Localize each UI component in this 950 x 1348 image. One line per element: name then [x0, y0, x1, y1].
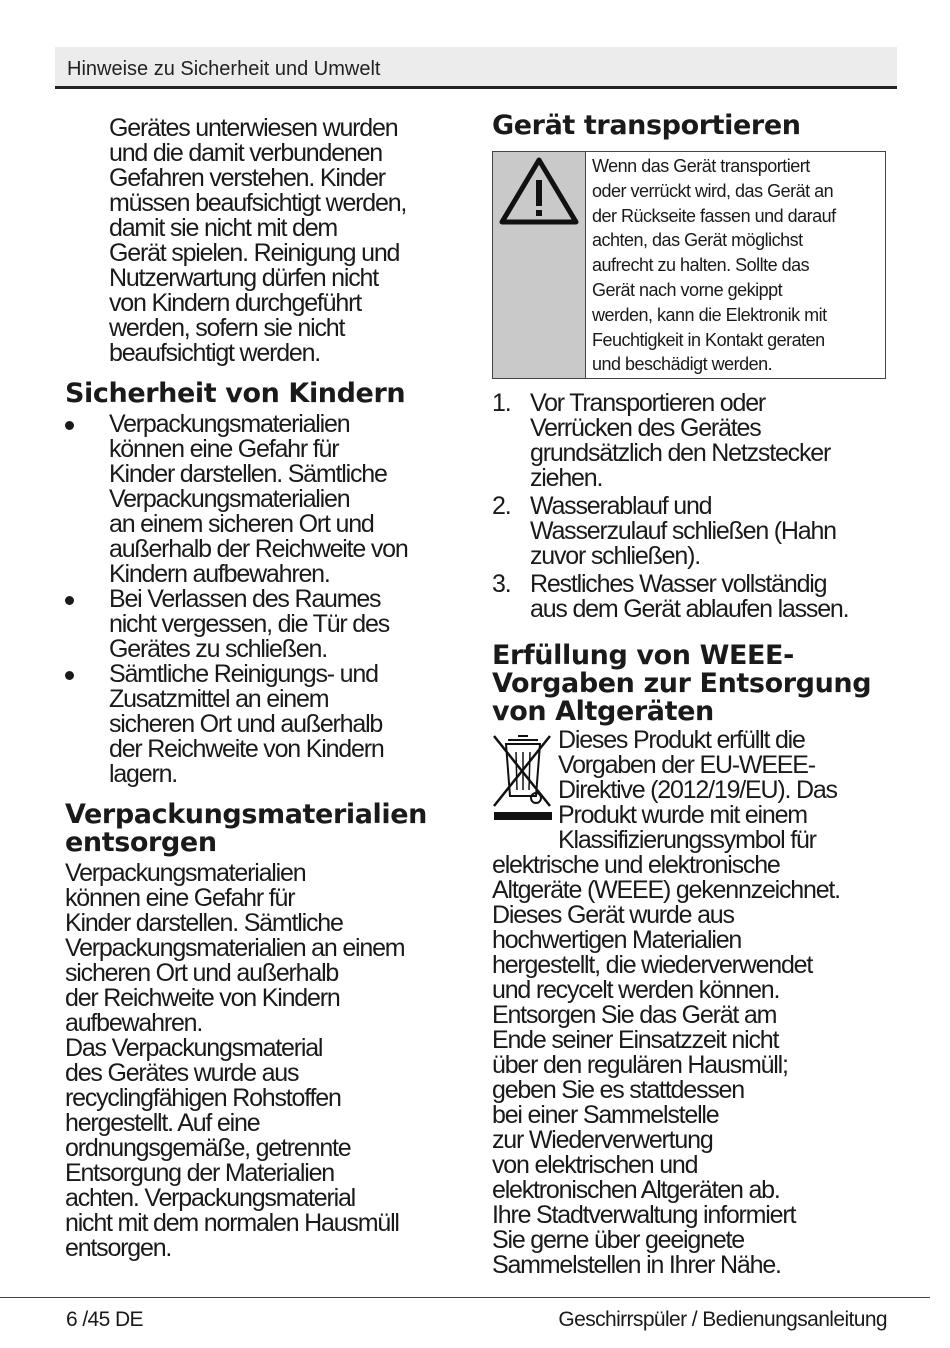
bullet-icon	[65, 421, 74, 430]
step-text: Wasserablauf und Wasserzulauf schließen (Hahn zuvor schließen).	[530, 492, 836, 570]
step-number: 2.	[492, 492, 511, 520]
kids-safety-heading: Sicherheit von Kindern	[65, 378, 406, 409]
step-number: 1.	[492, 389, 511, 417]
list-item	[492, 494, 892, 569]
weee-text-indented: Dieses Produkt erfüllt die Vorgaben der EU-WEEE- Direktive (2012/19/EU). Das Produkt wurde mit einem Klassifizierungssymbol für	[558, 726, 837, 854]
warning-triangle-icon	[498, 156, 580, 228]
packaging-heading: Verpackungsmaterialien entsorgen	[65, 799, 428, 858]
transport-steps	[492, 391, 892, 622]
intro-paragraph: Gerätes unterwiesen wurden und die damit verbundenen Gefahren verstehen. Kinder müssen beaufsichtigt werden, damit sie nicht mit dem Gerät spielen. Reinigung und Nutzerwartung dürfen nicht von Kindern durchgeführt werden, sofern sie nicht beaufsichtigt werden.	[109, 114, 407, 367]
list-item	[492, 391, 892, 491]
header-bar	[55, 47, 897, 89]
bullet-icon	[65, 671, 74, 680]
footer-divider	[0, 1297, 930, 1298]
step-text: Vor Transportieren oder Verrücken des Gerätes grundsätzlich den Netzstecker ziehen.	[530, 389, 831, 492]
right-column	[492, 112, 892, 1278]
list-item: Bei Verlassen des Raumes nicht vergessen, die Tür des Gerätes zu schließen.	[65, 587, 465, 662]
list-item: Sämtliche Reinigungs- und Zusatzmittel an einem sicheren Ort und außerhalb der Reichweite von Kindern lagern.	[65, 662, 465, 787]
list-item	[492, 572, 892, 622]
weee-text: elektrische und elektronische Altgeräte (WEEE) gekennzeichnet. Dieses Gerät wurde aus hochwertigen Materialien hergestellt, die wiederverwendet und recycelt werden können. Entsorgen Sie das Gerät am Ende seiner Einsatzzeit nicht über den regulären Hausmüll; geben Sie es stattdessen bei einer Sammelstelle zur Wiederverwertung von elektrischen und elektronischen Altgeräten ab. Ihre Stadtverwaltung informiert Sie gerne über geeignete Sammelstellen in Ihrer Nähe.	[492, 851, 840, 1279]
left-column	[65, 112, 465, 1261]
step-number: 3.	[492, 570, 511, 598]
list-item: Verpackungsmaterialien können eine Gefahr für Kinder darstellen. Sämtliche Verpackungsmaterialien an einem sicheren Ort und außerhalb der Reichweite von Kindern aufbewahren.	[65, 412, 465, 587]
warning-icon-cell	[493, 152, 586, 378]
section-header-title: Hinweise zu Sicherheit und Umwelt	[67, 58, 381, 80]
weee-section	[492, 728, 892, 1278]
kids-safety-list	[65, 412, 465, 787]
step-text: Restliches Wasser vollständig aus dem Gerät ablaufen lassen.	[530, 570, 849, 623]
warning-text: Wenn das Gerät transportiert oder verrückt wird, das Gerät an der Rückseite fassen und darauf achten, das Gerät möglichst aufrecht zu halten. Sollte das Gerät nach vorne gekippt werden, kann die Elektronik mit Feuchtigkeit in Kontakt geraten und beschädigt werden.	[592, 156, 836, 375]
warning-box	[492, 151, 886, 379]
crossed-bin-icon	[492, 732, 554, 822]
weee-heading: Erfüllung von WEEE- Vorgaben zur Entsorgung von Altgeräten	[492, 640, 872, 727]
document-title: Geschirrspüler / Bedienungsanleitung	[558, 1308, 887, 1331]
page-number: 6 /45 DE	[66, 1308, 143, 1331]
packaging-paragraph: Verpackungsmaterialien können eine Gefahr für Kinder darstellen. Sämtliche Verpackungsmaterialien an einem sicheren Ort und außerhalb der Reichweite von Kindern aufbewahren. Das Verpackungsmaterial des Gerätes wurde aus recyclingfähigen Rohstoffen hergestellt. Auf eine ordnungsgemäße, getrennte Entsorgung der Materialien achten. Verpackungsmaterial nicht mit dem normalen Hausmüll entsorgen.	[65, 859, 405, 1262]
transport-heading: Gerät transportieren	[492, 110, 801, 141]
bullet-icon	[65, 596, 74, 605]
